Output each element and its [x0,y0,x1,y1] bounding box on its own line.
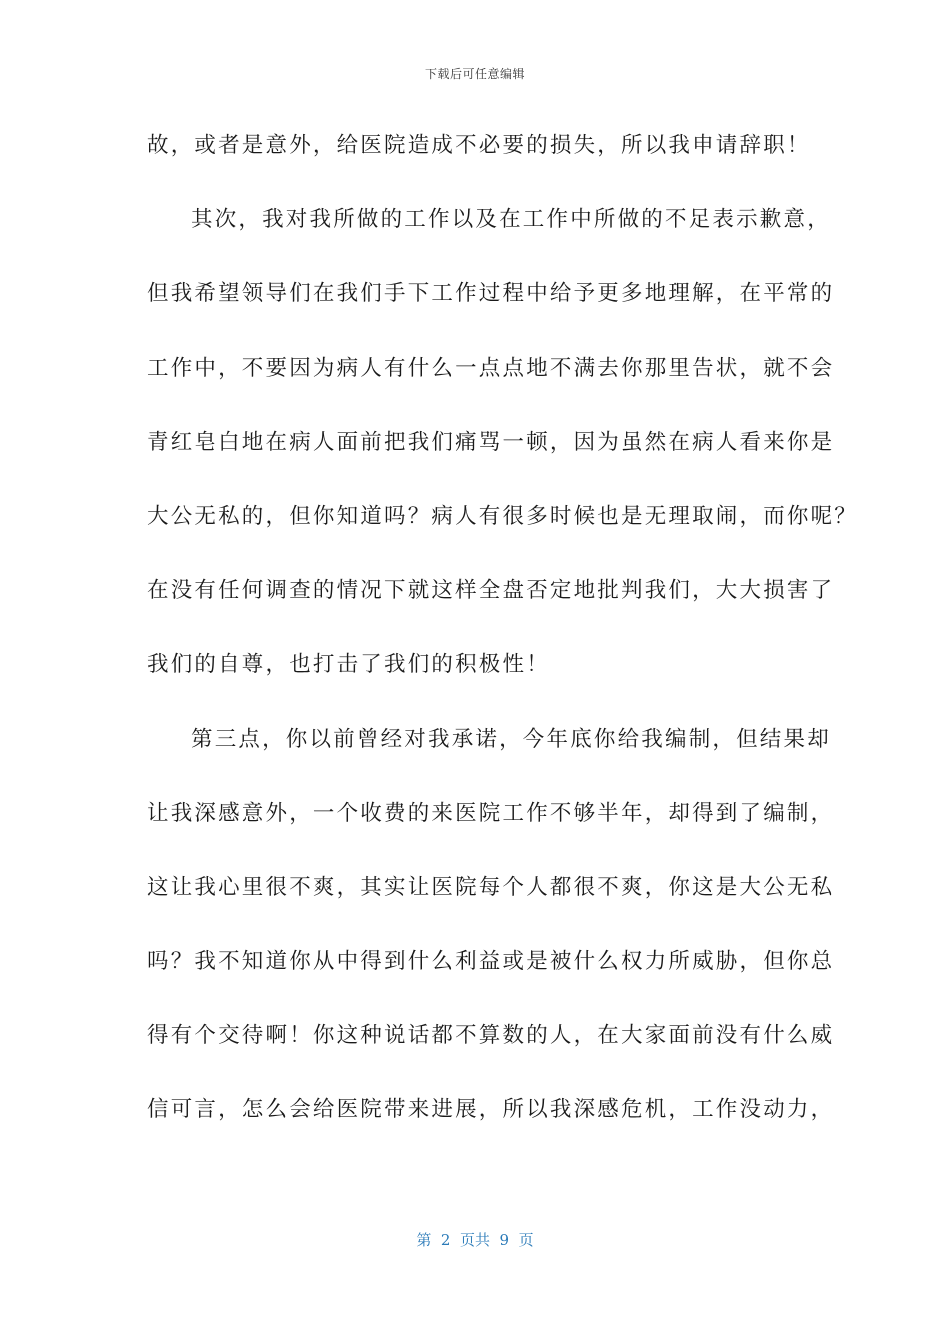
page-number-footer: 第 2 页共 9 页 [416,1231,534,1249]
text-line: 大公无私的，但你知道吗？病人有很多时候也是无理取闹，而你呢？ [147,503,859,529]
text-line: 让我深感意外，一个收费的来医院工作不够半年，却得到了编制， [147,800,835,826]
text-line: 青红皂白地在病人面前把我们痛骂一顿，因为虽然在病人看来你是 [147,429,835,455]
paragraph-start-line: 第三点，你以前曾经对我承诺，今年底你给我编制，但结果却 [191,726,831,752]
text-line: 吗？我不知道你从中得到什么利益或是被什么权力所威胁，但你总 [147,949,835,975]
text-line: 得有个交待啊！你这种说话都不算数的人，在大家面前没有什么威 [147,1023,835,1049]
paragraph-start-line: 其次，我对我所做的工作以及在工作中所做的不足表示歉意， [191,207,831,233]
text-line: 但我希望领导们在我们手下工作过程中给予更多地理解，在平常的 [147,281,835,307]
text-line: 在没有任何调查的情况下就这样全盘否定地批判我们，大大损害了 [147,578,835,604]
text-line: 故，或者是意外，给医院造成不必要的损失，所以我申请辞职！ [147,133,811,158]
page-header: 下载后可任意编辑 [424,67,525,81]
text-line: 工作中，不要因为病人有什么一点点地不满去你那里告状，就不会 [147,355,835,381]
text-line: 信可言，怎么会给医院带来进展，所以我深感危机，工作没动力， [147,1097,835,1123]
text-line: 我们的自尊，也打击了我们的积极性！ [147,652,550,678]
text-line: 这让我心里很不爽，其实让医院每个人都很不爽，你这是大公无私 [147,874,835,900]
document-body [147,128,859,1167]
